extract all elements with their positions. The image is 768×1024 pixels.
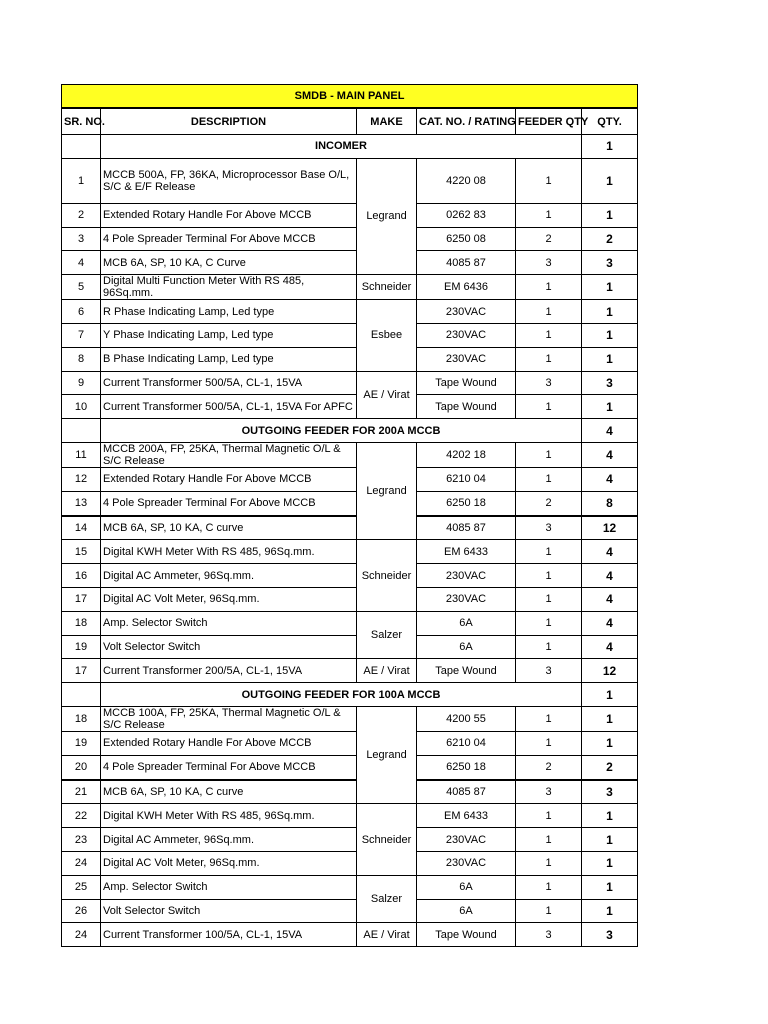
description: Extended Rotary Handle For Above MCCB xyxy=(101,731,357,755)
qty: 1 xyxy=(582,899,638,923)
cat-no: 230VAC xyxy=(417,851,516,875)
description: Volt Selector Switch xyxy=(101,899,357,923)
qty: 1 xyxy=(582,804,638,828)
qty: 1 xyxy=(582,395,638,419)
qty: 2 xyxy=(582,227,638,251)
qty: 1 xyxy=(582,828,638,852)
cat-no: 6250 18 xyxy=(417,755,516,779)
qty: 12 xyxy=(582,516,638,540)
feeder-qty: 1 xyxy=(516,395,582,419)
table-row xyxy=(62,755,638,779)
qty: 3 xyxy=(582,371,638,395)
make: AE / Virat xyxy=(357,923,417,947)
table-row xyxy=(62,828,638,852)
cat-no: 6210 04 xyxy=(417,731,516,755)
cat-no: 4085 87 xyxy=(417,251,516,275)
description: R Phase Indicating Lamp, Led type xyxy=(101,300,357,324)
qty: 4 xyxy=(582,540,638,564)
sr-no: 15 xyxy=(62,540,101,564)
cat-no: 6250 18 xyxy=(417,491,516,515)
feeder-qty: 1 xyxy=(516,203,582,227)
table-title-row xyxy=(62,85,638,109)
table-row xyxy=(62,540,638,564)
section-qty: 1 xyxy=(582,135,638,159)
description: Digital Multi Function Meter With RS 485, 96Sq.mm. xyxy=(101,275,357,300)
table-row xyxy=(62,706,638,731)
cat-no: EM 6433 xyxy=(417,804,516,828)
feeder-qty: 1 xyxy=(516,442,582,467)
description: Digital AC Volt Meter, 96Sq.mm. xyxy=(101,587,357,611)
header-qty: QTY. xyxy=(582,108,638,135)
cat-no: 4200 55 xyxy=(417,706,516,731)
qty: 4 xyxy=(582,611,638,635)
description: Digital KWH Meter With RS 485, 96Sq.mm. xyxy=(101,540,357,564)
feeder-qty: 2 xyxy=(516,491,582,515)
sr-no: 8 xyxy=(62,347,101,371)
feeder-qty: 1 xyxy=(516,899,582,923)
section-title: INCOMER xyxy=(101,135,582,159)
table-row xyxy=(62,564,638,588)
cat-no: 0262 83 xyxy=(417,203,516,227)
cat-no: 6A xyxy=(417,611,516,635)
table-header-row xyxy=(62,108,638,135)
table-row xyxy=(62,923,638,947)
feeder-qty: 1 xyxy=(516,323,582,347)
make: Legrand xyxy=(357,158,417,274)
table-row xyxy=(62,323,638,347)
qty: 12 xyxy=(582,659,638,683)
sr-no: 25 xyxy=(62,875,101,899)
cat-no: EM 6433 xyxy=(417,540,516,564)
sr-no: 24 xyxy=(62,851,101,875)
sr-no: 24 xyxy=(62,923,101,947)
cat-no: 6250 08 xyxy=(417,227,516,251)
sr-no: 17 xyxy=(62,659,101,683)
qty: 3 xyxy=(582,780,638,804)
description: MCCB 100A, FP, 25KA, Thermal Magnetic O/L & S/C Release xyxy=(101,706,357,731)
qty: 4 xyxy=(582,564,638,588)
table-title: SMDB - MAIN PANEL xyxy=(62,85,638,109)
make: Legrand xyxy=(357,442,417,539)
table-row xyxy=(62,467,638,491)
feeder-qty: 1 xyxy=(516,275,582,300)
description: MCCB 500A, FP, 36KA, Microprocessor Base O/L, S/C & E/F Release xyxy=(101,158,357,203)
cat-no: 6A xyxy=(417,899,516,923)
table-row xyxy=(62,158,638,203)
feeder-qty: 1 xyxy=(516,611,582,635)
description: Current Transformer 200/5A, CL-1, 15VA xyxy=(101,659,357,683)
description: Extended Rotary Handle For Above MCCB xyxy=(101,203,357,227)
qty: 4 xyxy=(582,467,638,491)
table-row xyxy=(62,516,638,540)
feeder-qty: 1 xyxy=(516,540,582,564)
feeder-qty: 2 xyxy=(516,227,582,251)
header-make: MAKE xyxy=(357,108,417,135)
description: Digital AC Ammeter, 96Sq.mm. xyxy=(101,828,357,852)
section-spacer xyxy=(62,135,101,159)
qty: 4 xyxy=(582,442,638,467)
description: B Phase Indicating Lamp, Led type xyxy=(101,347,357,371)
sr-no: 26 xyxy=(62,899,101,923)
header-description: DESCRIPTION xyxy=(101,108,357,135)
make: AE / Virat xyxy=(357,659,417,683)
description: MCCB 200A, FP, 25KA, Thermal Magnetic O/L & S/C Release xyxy=(101,442,357,467)
table-row xyxy=(62,659,638,683)
feeder-qty: 1 xyxy=(516,158,582,203)
table-row xyxy=(62,203,638,227)
description: Current Transformer 500/5A, CL-1, 15VA xyxy=(101,371,357,395)
sr-no: 7 xyxy=(62,323,101,347)
table-row xyxy=(62,587,638,611)
table-row xyxy=(62,227,638,251)
smdb-main-panel-table xyxy=(61,84,638,947)
sr-no: 18 xyxy=(62,706,101,731)
table-row xyxy=(62,731,638,755)
make: AE / Virat xyxy=(357,371,417,419)
feeder-qty: 3 xyxy=(516,251,582,275)
cat-no: 4085 87 xyxy=(417,516,516,540)
section-spacer xyxy=(62,419,101,443)
qty: 1 xyxy=(582,203,638,227)
sr-no: 12 xyxy=(62,467,101,491)
qty: 1 xyxy=(582,275,638,300)
cat-no: 230VAC xyxy=(417,300,516,324)
qty: 1 xyxy=(582,158,638,203)
sr-no: 21 xyxy=(62,780,101,804)
make: Schneider xyxy=(357,275,417,300)
section-title: OUTGOING FEEDER FOR 100A MCCB xyxy=(101,683,582,707)
sr-no: 14 xyxy=(62,516,101,540)
description: Volt Selector Switch xyxy=(101,635,357,659)
cat-no: Tape Wound xyxy=(417,395,516,419)
feeder-qty: 1 xyxy=(516,828,582,852)
qty: 1 xyxy=(582,347,638,371)
table-row xyxy=(62,875,638,899)
feeder-qty: 1 xyxy=(516,467,582,491)
section-row-incomer xyxy=(62,135,638,159)
cat-no: Tape Wound xyxy=(417,923,516,947)
feeder-qty: 1 xyxy=(516,804,582,828)
feeder-qty: 1 xyxy=(516,587,582,611)
make: Schneider xyxy=(357,540,417,611)
qty: 1 xyxy=(582,851,638,875)
sr-no: 6 xyxy=(62,300,101,324)
table-row xyxy=(62,635,638,659)
sr-no: 23 xyxy=(62,828,101,852)
description: Amp. Selector Switch xyxy=(101,875,357,899)
sr-no: 20 xyxy=(62,755,101,779)
sr-no: 3 xyxy=(62,227,101,251)
sr-no: 22 xyxy=(62,804,101,828)
cat-no: 4085 87 xyxy=(417,780,516,804)
table-row xyxy=(62,442,638,467)
section-row-100a-feeder xyxy=(62,683,638,707)
feeder-qty: 3 xyxy=(516,659,582,683)
cat-no: Tape Wound xyxy=(417,659,516,683)
qty: 4 xyxy=(582,587,638,611)
table-row xyxy=(62,395,638,419)
table-row xyxy=(62,300,638,324)
table-row xyxy=(62,251,638,275)
cat-no: 230VAC xyxy=(417,564,516,588)
cat-no: 230VAC xyxy=(417,828,516,852)
description: Digital AC Volt Meter, 96Sq.mm. xyxy=(101,851,357,875)
header-feeder-qty: FEEDER QTY xyxy=(516,108,582,135)
cat-no: 230VAC xyxy=(417,347,516,371)
sr-no: 13 xyxy=(62,491,101,515)
cat-no: 230VAC xyxy=(417,587,516,611)
feeder-qty: 1 xyxy=(516,347,582,371)
qty: 4 xyxy=(582,635,638,659)
qty: 1 xyxy=(582,875,638,899)
qty: 3 xyxy=(582,923,638,947)
description: 4 Pole Spreader Terminal For Above MCCB xyxy=(101,491,357,515)
feeder-qty: 1 xyxy=(516,300,582,324)
table-row xyxy=(62,347,638,371)
sr-no: 16 xyxy=(62,564,101,588)
qty: 1 xyxy=(582,300,638,324)
cat-no: 4202 18 xyxy=(417,442,516,467)
cat-no: 230VAC xyxy=(417,323,516,347)
sr-no: 4 xyxy=(62,251,101,275)
table-row xyxy=(62,899,638,923)
description: MCB 6A, SP, 10 KA, C curve xyxy=(101,516,357,540)
cat-no: 6A xyxy=(417,635,516,659)
sr-no: 19 xyxy=(62,731,101,755)
cat-no: 4220 08 xyxy=(417,158,516,203)
feeder-qty: 3 xyxy=(516,371,582,395)
feeder-qty: 1 xyxy=(516,564,582,588)
qty: 1 xyxy=(582,731,638,755)
header-cat-no: CAT. NO. / RATING xyxy=(417,108,516,135)
make: Legrand xyxy=(357,706,417,803)
feeder-qty: 3 xyxy=(516,923,582,947)
description: Y Phase Indicating Lamp, Led type xyxy=(101,323,357,347)
feeder-qty: 1 xyxy=(516,851,582,875)
qty: 8 xyxy=(582,491,638,515)
table-row xyxy=(62,611,638,635)
section-row-200a-feeder xyxy=(62,419,638,443)
sr-no: 17 xyxy=(62,587,101,611)
description: Current Transformer 500/5A, CL-1, 15VA For APFC xyxy=(101,395,357,419)
table-row xyxy=(62,491,638,515)
description: 4 Pole Spreader Terminal For Above MCCB xyxy=(101,755,357,779)
table-row xyxy=(62,851,638,875)
sr-no: 18 xyxy=(62,611,101,635)
make: Salzer xyxy=(357,875,417,923)
section-qty: 1 xyxy=(582,683,638,707)
header-sr-no: SR. NO. xyxy=(62,108,101,135)
make: Salzer xyxy=(357,611,417,659)
description: Digital AC Ammeter, 96Sq.mm. xyxy=(101,564,357,588)
sr-no: 19 xyxy=(62,635,101,659)
description: Current Transformer 100/5A, CL-1, 15VA xyxy=(101,923,357,947)
qty: 1 xyxy=(582,323,638,347)
cat-no: 6A xyxy=(417,875,516,899)
feeder-qty: 1 xyxy=(516,635,582,659)
table-row xyxy=(62,371,638,395)
sr-no: 10 xyxy=(62,395,101,419)
sr-no: 1 xyxy=(62,158,101,203)
section-title: OUTGOING FEEDER FOR 200A MCCB xyxy=(101,419,582,443)
table-row xyxy=(62,780,638,804)
cat-no: EM 6436 xyxy=(417,275,516,300)
description: Amp. Selector Switch xyxy=(101,611,357,635)
feeder-qty: 1 xyxy=(516,875,582,899)
description: Digital KWH Meter With RS 485, 96Sq.mm. xyxy=(101,804,357,828)
table-row xyxy=(62,275,638,300)
sr-no: 9 xyxy=(62,371,101,395)
sr-no: 2 xyxy=(62,203,101,227)
qty: 2 xyxy=(582,755,638,779)
qty: 1 xyxy=(582,706,638,731)
feeder-qty: 3 xyxy=(516,780,582,804)
section-spacer xyxy=(62,683,101,707)
description: 4 Pole Spreader Terminal For Above MCCB xyxy=(101,227,357,251)
make: Schneider xyxy=(357,804,417,875)
sr-no: 11 xyxy=(62,442,101,467)
table-row xyxy=(62,804,638,828)
section-qty: 4 xyxy=(582,419,638,443)
feeder-qty: 1 xyxy=(516,731,582,755)
feeder-qty: 1 xyxy=(516,706,582,731)
cat-no: 6210 04 xyxy=(417,467,516,491)
cat-no: Tape Wound xyxy=(417,371,516,395)
description: MCB 6A, SP, 10 KA, C curve xyxy=(101,780,357,804)
sr-no: 5 xyxy=(62,275,101,300)
feeder-qty: 3 xyxy=(516,516,582,540)
feeder-qty: 2 xyxy=(516,755,582,779)
description: Extended Rotary Handle For Above MCCB xyxy=(101,467,357,491)
description: MCB 6A, SP, 10 KA, C Curve xyxy=(101,251,357,275)
make: Esbee xyxy=(357,300,417,371)
qty: 3 xyxy=(582,251,638,275)
